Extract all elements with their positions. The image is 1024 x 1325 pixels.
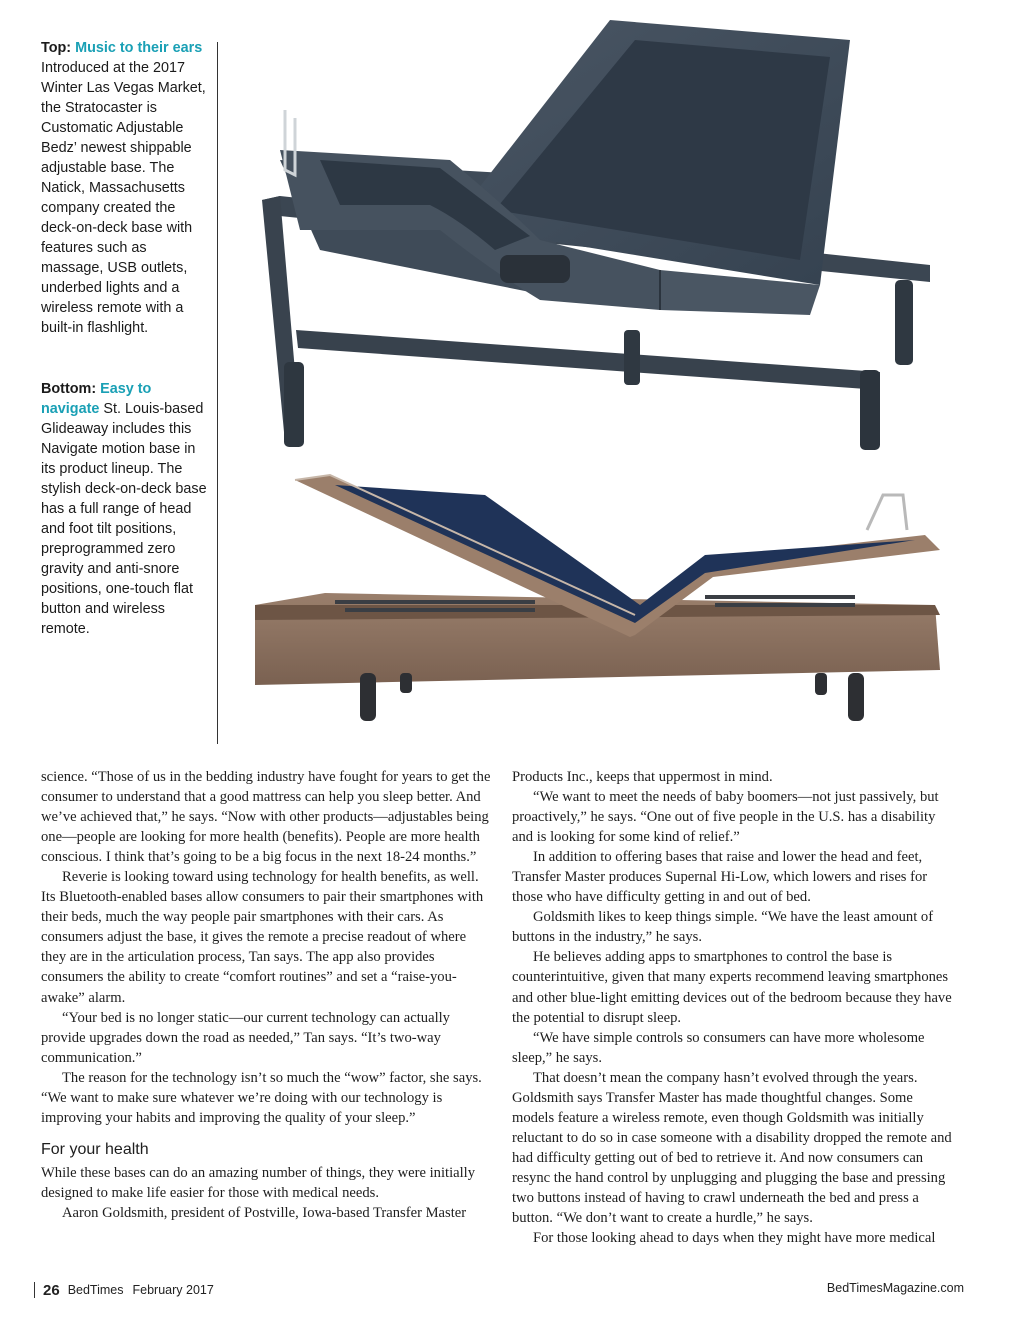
paragraph: “We want to meet the needs of baby boomers—not just passively, but proactively,” he says. “One out of five people in the U.S. has a disability and is looking for some kind of relief.” xyxy=(512,789,939,846)
caption-bottom xyxy=(41,379,211,639)
paragraph: That doesn’t mean the company hasn’t evolved through the years. Goldsmith says Transfer Master has made thoughtful changes. Some models feature a wireless remote, even though Goldsmith was initially reluctant to do so in case someone with a disability dropped the remote and had difficulty getting out of bed to retrieve it. And now consumers can resync the hand control by unplugging and plugging the base and pressing two buttons instead of having to crawl underneath the bed and press a button. “We don’t want to create a hurdle,” he says. xyxy=(512,1069,952,1227)
paragraph: “Your bed is no longer static—our current technology can actually provide upgrades down the road as needed,” Tan says. “It’s two-way communication.” xyxy=(41,1009,450,1066)
paragraph: For those looking ahead to days when they might have more medical xyxy=(533,1230,936,1247)
navigate-base-photo xyxy=(235,455,965,745)
caption-top-highlight: Music to their ears xyxy=(75,40,203,56)
caption-top-lead: Top: xyxy=(41,40,72,56)
caption-top xyxy=(41,38,211,338)
paragraph: Products Inc., keeps that uppermost in mind. xyxy=(512,769,773,785)
website-link[interactable]: BedTimesMagazine.com xyxy=(826,1281,964,1295)
paragraph: Aaron Goldsmith, president of Postville, Iowa-based Transfer Master xyxy=(62,1204,467,1221)
paragraph: Reverie is looking toward using technology for health benefits, as well. Its Bluetooth-enabled bases allow consumers to pair their smartphones with their beds, much the way people pair smartphones with their cars. As consumers adjust the base, it gives the remote a precise readout of where they are in the articulation process, Tan says. The app also provides consumers the ability to create “comfort routines” and set a “raise-you-awake” alarm. xyxy=(41,869,484,1006)
paragraph: “We have simple controls so consumers can have more wholesome sleep,” he says. xyxy=(512,1029,925,1066)
paragraph: The reason for the technology isn’t so much the “wow” factor, she says. “We want to make sure whatever we’re doing with our technology is improving your habits and improving the quality of your sleep.” xyxy=(41,1069,482,1126)
publication-name: BedTimes xyxy=(67,1283,124,1297)
caption-bottom-text: St. Louis-based Glideaway includes this Navigate motion base in its product lineup. The stylish deck-on-deck base has a full range of head and foot tilt positions, preprogrammed zero gravity and anti-snore positions, one-touch flat button and wireless remote. xyxy=(41,401,207,637)
page-number: 26 xyxy=(43,1281,60,1299)
footer-left xyxy=(34,1280,214,1300)
stratocaster-base-photo xyxy=(240,0,960,455)
caption-divider xyxy=(217,42,218,744)
section-heading: For your health xyxy=(41,1140,149,1158)
paragraph: science. “Those of us in the bedding industry have fought for years to get the consumer to understand that a good mattress can help you sleep better. And we’ve achieved that,” he says. “Now with other products—adjustables being one—people are looking for more health (benefits). People are more health conscious. I think that’s going to be a big focus in the next 18-24 months.” xyxy=(41,769,491,866)
caption-bottom-lead: Bottom: xyxy=(41,381,97,397)
caption-bottom-highlight: Easy to navigate xyxy=(41,381,152,417)
issue-date: February 2017 xyxy=(132,1283,214,1297)
caption-top-text: Introduced at the 2017 Winter Las Vegas Market, the Stratocaster is Customatic Adjustable Bedz’ newest shippable adjustable base. The Natick, Massachusetts company created the deck-on-deck base with features such as massage, USB outlets, underbed lights and a wireless remote with a built-in flashlight. xyxy=(41,60,206,336)
paragraph: He believes adding apps to smartphones to control the base is counterintuitive, given that many experts recommend leaving smartphones and other blue-light emitting devices out of the bedroom because they have the potential to disrupt sleep. xyxy=(512,949,952,1026)
paragraph: While these bases can do an amazing number of things, they were initially designed to make life easier for those with medical needs. xyxy=(41,1164,476,1201)
footer-divider xyxy=(34,1282,35,1298)
article-column-right xyxy=(512,767,958,1248)
article-column-left xyxy=(41,767,491,1223)
paragraph: Goldsmith likes to keep things simple. “We have the least amount of buttons in the industry,” he says. xyxy=(512,909,934,946)
paragraph: In addition to offering bases that raise and lower the head and feet, Transfer Master produces Supernal Hi-Low, which lowers and rises for those who have difficulty getting in and out of bed. xyxy=(512,849,928,906)
